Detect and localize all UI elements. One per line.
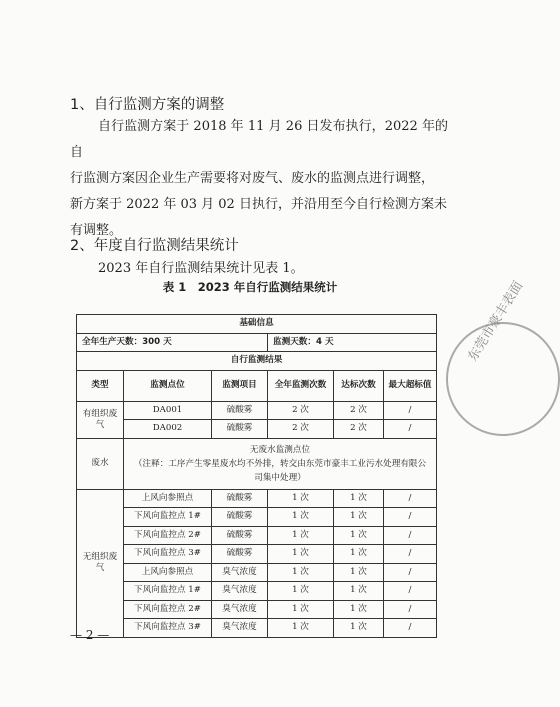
cell-count: 1 次 bbox=[268, 526, 334, 545]
cell-item: 臭气浓度 bbox=[212, 582, 268, 601]
wastewater-line-1: 无废水监测点位 bbox=[249, 444, 311, 455]
cell-compliant: 1 次 bbox=[334, 619, 384, 638]
cell-max: / bbox=[384, 619, 437, 638]
type-unorganized: 无组织废气 bbox=[77, 489, 124, 637]
header-annual-count: 全年监测次数 bbox=[268, 370, 334, 401]
table-row bbox=[77, 582, 437, 601]
cell-point: DA002 bbox=[124, 420, 212, 439]
cell-item: 臭气浓度 bbox=[212, 619, 268, 638]
cell-item: 臭气浓度 bbox=[212, 600, 268, 619]
cell-item: 硫酸雾 bbox=[212, 489, 268, 508]
cell-point: 下风向监控点 2# bbox=[124, 600, 212, 619]
cell-item: 硫酸雾 bbox=[212, 526, 268, 545]
cell-item: 硫酸雾 bbox=[212, 420, 268, 439]
table-row bbox=[77, 563, 437, 582]
type-organized: 有组织废气 bbox=[77, 401, 124, 438]
cell-count: 1 次 bbox=[268, 545, 334, 564]
cell-compliant: 2 次 bbox=[334, 420, 384, 439]
cell-point: DA001 bbox=[124, 401, 212, 420]
cell-count: 1 次 bbox=[268, 489, 334, 508]
section-2-heading: 2、年度自行监测结果统计 bbox=[70, 238, 239, 254]
section-1-line-2: 行监测方案因企业生产需要将对废气、废水的监测点进行调整， bbox=[70, 171, 435, 186]
cell-max: / bbox=[384, 563, 437, 582]
table-row bbox=[77, 401, 437, 420]
header-point: 监测点位 bbox=[124, 370, 212, 401]
cell-count: 2 次 bbox=[268, 420, 334, 439]
cell-count: 1 次 bbox=[268, 563, 334, 582]
table-row bbox=[77, 420, 437, 439]
cell-point: 下风向监控点 1# bbox=[124, 508, 212, 527]
cell-point: 上风向参照点 bbox=[124, 563, 212, 582]
wastewater-note bbox=[124, 438, 437, 489]
cell-compliant: 1 次 bbox=[334, 545, 384, 564]
cell-item: 硫酸雾 bbox=[212, 508, 268, 527]
cell-compliant: 1 次 bbox=[334, 600, 384, 619]
table-row bbox=[77, 438, 437, 489]
monitoring-days: 监测天数：4 天 bbox=[268, 333, 437, 352]
cell-max: / bbox=[384, 489, 437, 508]
cell-count: 1 次 bbox=[268, 619, 334, 638]
cell-point: 下风向监控点 1# bbox=[124, 582, 212, 601]
section-1-line-1: 自行监测方案于 2018 年 11 月 26 日发布执行，2022 年的自 bbox=[70, 119, 448, 160]
cell-max: / bbox=[384, 508, 437, 527]
monitoring-results-table bbox=[76, 314, 437, 638]
cell-point: 下风向监控点 2# bbox=[124, 526, 212, 545]
cell-point: 上风向参照点 bbox=[124, 489, 212, 508]
cell-max: / bbox=[384, 545, 437, 564]
cell-max: / bbox=[384, 582, 437, 601]
cell-max: / bbox=[384, 600, 437, 619]
section-2-intro: 2023 年自行监测结果统计见表 1。 bbox=[98, 261, 304, 276]
results-title: 自行监测结果 bbox=[77, 352, 437, 371]
cell-compliant: 1 次 bbox=[334, 508, 384, 527]
table-row bbox=[77, 526, 437, 545]
cell-item: 硫酸雾 bbox=[212, 545, 268, 564]
type-wastewater: 废水 bbox=[77, 438, 124, 489]
page-number: — 2 — bbox=[70, 628, 110, 642]
header-compliant-count: 达标次数 bbox=[334, 370, 384, 401]
company-seal bbox=[446, 322, 560, 436]
section-1-line-3: 新方案于 2022 年 03 月 02 日执行，并沿用至今自行检测方案未 bbox=[70, 197, 447, 212]
cell-compliant: 1 次 bbox=[334, 563, 384, 582]
cell-max: / bbox=[384, 526, 437, 545]
table-row bbox=[77, 600, 437, 619]
section-1-paragraph bbox=[70, 114, 448, 244]
cell-compliant: 2 次 bbox=[334, 401, 384, 420]
header-item: 监测项目 bbox=[212, 370, 268, 401]
section-1-heading: 1、自行监测方案的调整 bbox=[70, 97, 225, 113]
cell-count: 1 次 bbox=[268, 508, 334, 527]
production-days: 全年生产天数：300 天 bbox=[77, 333, 268, 352]
cell-point: 下风向监控点 3# bbox=[124, 545, 212, 564]
cell-count: 2 次 bbox=[268, 401, 334, 420]
cell-compliant: 1 次 bbox=[334, 489, 384, 508]
table-row bbox=[77, 508, 437, 527]
company-seal-text: 东莞市豪丰表面 bbox=[465, 278, 527, 365]
cell-count: 1 次 bbox=[268, 600, 334, 619]
cell-item: 臭气浓度 bbox=[212, 563, 268, 582]
header-max-exceed: 最大超标值 bbox=[384, 370, 437, 401]
section-1-line-4: 有调整。 bbox=[70, 223, 123, 238]
table-caption: 表 1 2023 年自行监测结果统计 bbox=[162, 280, 338, 294]
wastewater-line-2: （注释：工序产生零星废水均不外排，转交由东莞市豪丰工业污水处理有限公司集中处理） bbox=[133, 458, 427, 483]
cell-max: / bbox=[384, 420, 437, 439]
table-row bbox=[77, 489, 437, 508]
table-row bbox=[77, 545, 437, 564]
cell-count: 1 次 bbox=[268, 582, 334, 601]
cell-item: 硫酸雾 bbox=[212, 401, 268, 420]
cell-compliant: 1 次 bbox=[334, 526, 384, 545]
header-type: 类型 bbox=[77, 370, 124, 401]
table-row bbox=[77, 619, 437, 638]
cell-point: 下风向监控点 3# bbox=[124, 619, 212, 638]
cell-compliant: 1 次 bbox=[334, 582, 384, 601]
basic-info-title: 基础信息 bbox=[77, 315, 437, 334]
cell-max: / bbox=[384, 401, 437, 420]
